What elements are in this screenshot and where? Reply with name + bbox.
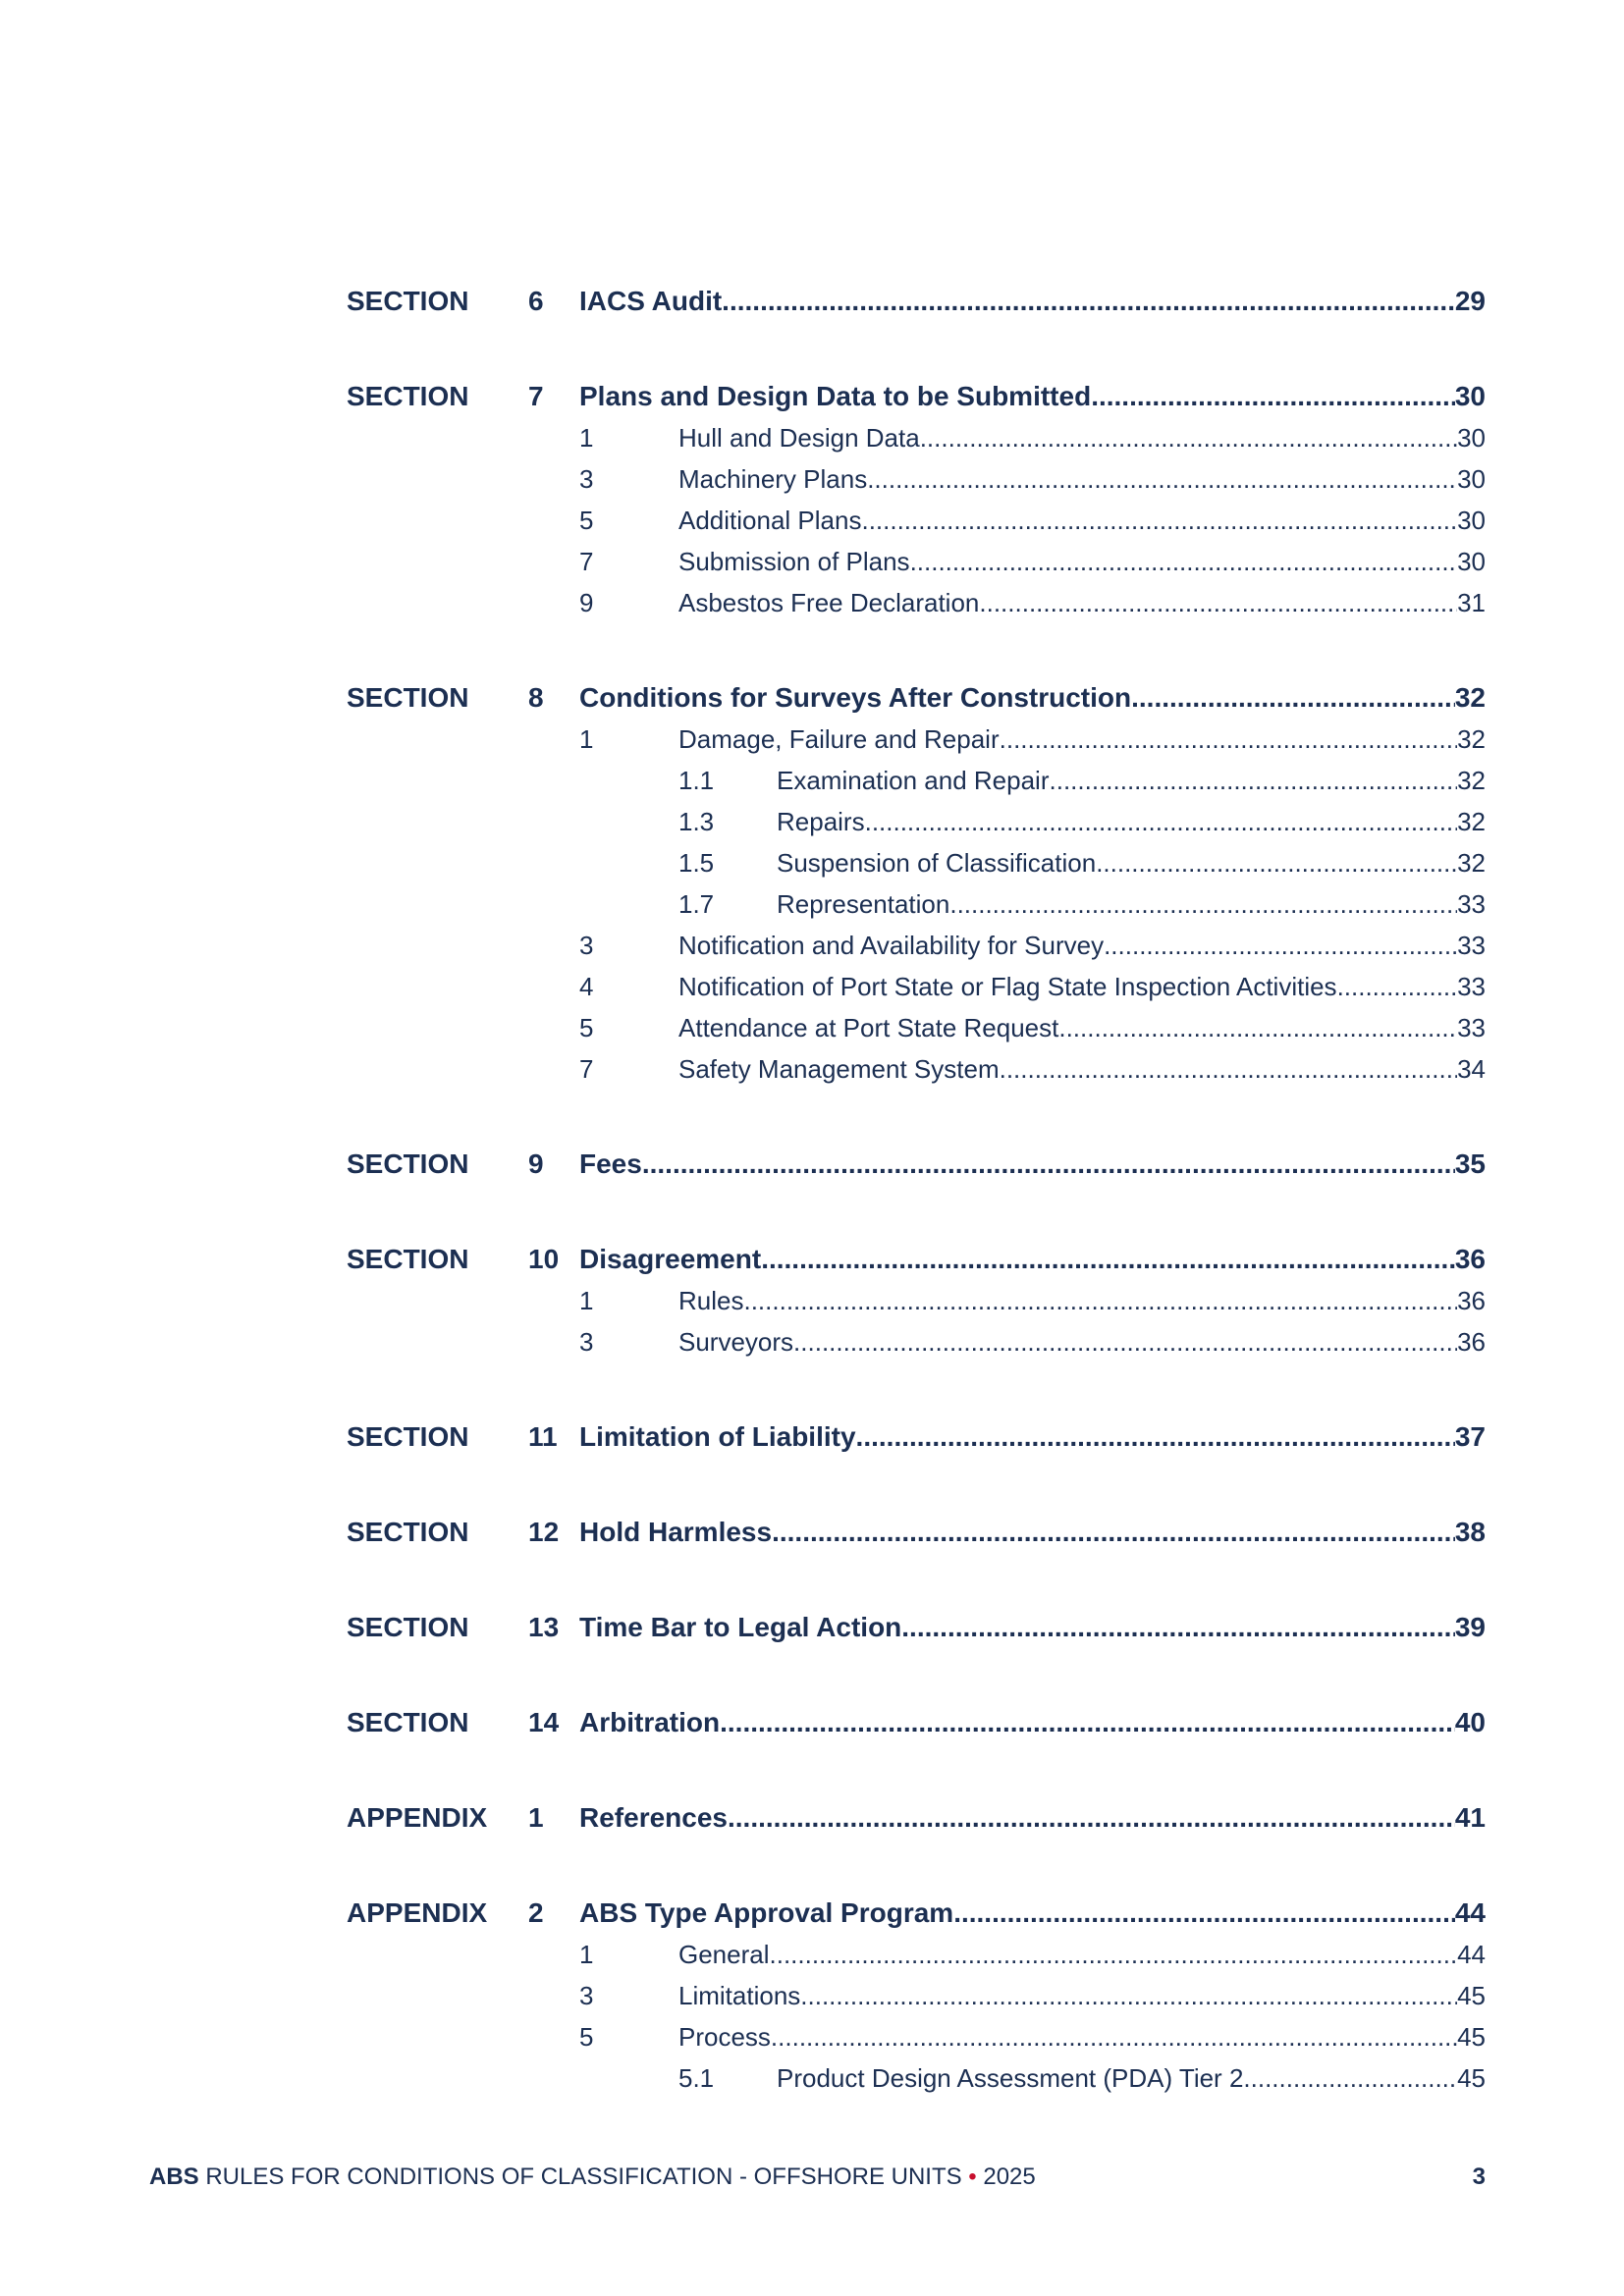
toc-kind: SECTION	[347, 1517, 469, 1547]
toc-entry-title: Damage, Failure and Repair	[678, 724, 1000, 754]
toc-entry-number: 3	[579, 464, 594, 494]
toc-leader-dots	[1337, 966, 1458, 1007]
toc-leader-dots	[1243, 2057, 1457, 2099]
toc-kind: APPENDIX	[347, 1802, 488, 1833]
toc-page-number: 41	[1454, 1802, 1486, 1833]
toc-entry[interactable]	[347, 842, 1486, 883]
toc-entry-number: 9	[579, 588, 594, 617]
toc-leader-dots	[901, 1607, 1455, 1648]
toc-entry[interactable]	[347, 1934, 1486, 1975]
toc-entry[interactable]	[347, 2057, 1486, 2099]
toc-section-heading[interactable]	[347, 677, 1486, 719]
toc-entry-title: Limitations	[678, 1981, 801, 2010]
footer-year: 2025	[976, 2163, 1036, 2190]
footer-bullet: •	[968, 2163, 977, 2190]
toc-section-title: Disagreement	[579, 1244, 762, 1274]
toc-entry[interactable]	[347, 760, 1486, 801]
toc-entry[interactable]	[347, 1280, 1486, 1321]
toc-entry[interactable]	[347, 1007, 1486, 1048]
toc-page-number: 31	[1457, 588, 1486, 617]
toc-entry[interactable]	[347, 417, 1486, 458]
toc-page-number: 30	[1457, 547, 1486, 576]
toc-entry-number: 4	[579, 972, 594, 1001]
toc-page-number: 45	[1457, 1981, 1486, 2010]
toc-group	[347, 1893, 1486, 2099]
toc-section-heading[interactable]	[347, 1512, 1486, 1553]
toc-entry-number: 5	[579, 506, 594, 535]
toc-leader-dots	[1000, 719, 1457, 760]
toc-entry-title: Asbestos Free Declaration	[678, 588, 980, 617]
toc-leader-dots	[867, 458, 1457, 500]
toc-entry-number: 1	[579, 724, 594, 754]
toc-section-number: 9	[528, 1148, 544, 1179]
toc-section-number: 13	[528, 1612, 560, 1642]
toc-leader-dots	[720, 1702, 1455, 1743]
toc-entry-number: 7	[579, 1054, 594, 1084]
toc-page-number: 32	[1454, 682, 1486, 713]
footer-title: RULES FOR CONDITIONS OF CLASSIFICATION - OFFSHORE UNITS	[198, 2163, 969, 2190]
toc-section-number: 10	[528, 1244, 560, 1274]
toc-entry-title: Product Design Assessment (PDA) Tier 2	[777, 2063, 1244, 2093]
toc-page-number: 37	[1454, 1421, 1486, 1452]
toc-entry-title: Safety Management System	[678, 1054, 1000, 1084]
toc-group	[347, 1416, 1486, 1458]
toc-leader-dots	[1091, 376, 1455, 417]
toc-page-number: 36	[1454, 1244, 1486, 1274]
toc-section-number: 1	[528, 1802, 544, 1833]
toc-leader-dots	[953, 1893, 1455, 1934]
toc-page-number: 36	[1457, 1327, 1486, 1357]
toc-leader-dots	[722, 281, 1455, 322]
toc-section-heading[interactable]	[347, 1702, 1486, 1743]
toc-entry-title: Notification and Availability for Survey	[678, 931, 1105, 960]
toc-leader-dots	[920, 417, 1457, 458]
toc-leader-dots	[979, 582, 1457, 623]
toc-entry-number: 1	[579, 1286, 594, 1315]
toc-section-heading[interactable]	[347, 1607, 1486, 1648]
toc-kind: SECTION	[347, 682, 469, 713]
toc-leader-dots	[800, 1975, 1457, 2016]
toc-entry-title: Hull and Design Data	[678, 423, 920, 453]
toc-page-number: 32	[1457, 724, 1486, 754]
toc-group	[347, 1239, 1486, 1362]
toc-leader-dots	[949, 883, 1457, 925]
toc-section-heading[interactable]	[347, 376, 1486, 417]
toc-entry-number: 1.7	[678, 889, 715, 919]
toc-group	[347, 1607, 1486, 1648]
toc-section-heading[interactable]	[347, 1797, 1486, 1839]
toc-entry[interactable]	[347, 1975, 1486, 2016]
toc-entry-title: Notification of Port State or Flag State Inspection Activities	[678, 972, 1337, 1001]
toc-section-heading[interactable]	[347, 281, 1486, 322]
toc-entry-number: 1	[579, 1940, 594, 1969]
toc-entry-title: Attendance at Port State Request	[678, 1013, 1059, 1042]
toc-page-number: 38	[1454, 1517, 1486, 1547]
toc-entry[interactable]	[347, 883, 1486, 925]
toc-entry[interactable]	[347, 582, 1486, 623]
toc-entry[interactable]	[347, 2016, 1486, 2057]
toc-leader-dots	[1104, 925, 1457, 966]
toc-kind: SECTION	[347, 286, 469, 316]
toc-group	[347, 1144, 1486, 1185]
toc-page-number: 33	[1457, 1013, 1486, 1042]
toc-page-number: 30	[1457, 423, 1486, 453]
toc-entry-title: Suspension of Classification	[777, 848, 1097, 878]
toc-section-number: 12	[528, 1517, 560, 1547]
toc-section-number: 14	[528, 1707, 560, 1737]
toc-entry-title: General	[678, 1940, 770, 1969]
toc-section-title: References	[579, 1802, 728, 1833]
toc-leader-dots	[861, 500, 1457, 541]
toc-section-number: 7	[528, 381, 544, 411]
toc-entry[interactable]	[347, 1321, 1486, 1362]
toc-page-number: 35	[1454, 1148, 1486, 1179]
toc-entry[interactable]	[347, 1048, 1486, 1090]
toc-page-number: 45	[1457, 2022, 1486, 2052]
toc-page-number: 33	[1457, 931, 1486, 960]
toc-leader-dots	[1131, 677, 1455, 719]
toc-leader-dots	[1096, 842, 1457, 883]
toc-page-number: 30	[1454, 381, 1486, 411]
toc-section-title: IACS Audit	[579, 286, 723, 316]
toc-kind: SECTION	[347, 1612, 469, 1642]
toc-page-number: 33	[1457, 972, 1486, 1001]
toc-entry-title: Process	[678, 2022, 771, 2052]
toc-entry-title: Examination and Repair	[777, 766, 1050, 795]
toc-leader-dots	[1058, 1007, 1457, 1048]
toc-page-number: 39	[1454, 1612, 1486, 1642]
toc-page-number: 32	[1457, 848, 1486, 878]
toc-page-number: 34	[1457, 1054, 1486, 1084]
toc-section-title: ABS Type Approval Program	[579, 1897, 954, 1928]
toc-page-number: 36	[1457, 1286, 1486, 1315]
toc-group	[347, 1512, 1486, 1553]
toc-entry[interactable]	[347, 966, 1486, 1007]
toc-entry-number: 5	[579, 1013, 594, 1042]
toc-entry-number: 3	[579, 931, 594, 960]
toc-entry-title: Surveyors	[678, 1327, 794, 1357]
toc-page-number: 33	[1457, 889, 1486, 919]
toc-page-number: 32	[1457, 766, 1486, 795]
toc-leader-dots	[865, 801, 1457, 842]
toc-page-number: 45	[1457, 2063, 1486, 2093]
toc-kind: SECTION	[347, 1421, 469, 1452]
table-of-contents	[347, 281, 1486, 2099]
toc-page-number: 30	[1457, 464, 1486, 494]
toc-leader-dots	[1000, 1048, 1457, 1090]
toc-entry[interactable]	[347, 719, 1486, 760]
toc-entry-number: 1.5	[678, 848, 715, 878]
toc-kind: APPENDIX	[347, 1897, 488, 1928]
toc-page-number: 44	[1457, 1940, 1486, 1969]
toc-section-heading[interactable]	[347, 1893, 1486, 1934]
page-number: 3	[1472, 2163, 1486, 2190]
toc-section-heading[interactable]	[347, 1239, 1486, 1280]
toc-leader-dots	[910, 541, 1458, 582]
toc-kind: SECTION	[347, 381, 469, 411]
toc-entry-title: Machinery Plans	[678, 464, 868, 494]
toc-section-title: Conditions for Surveys After Construction	[579, 682, 1132, 713]
toc-entry-number: 1.3	[678, 807, 715, 836]
toc-entry[interactable]	[347, 925, 1486, 966]
toc-section-title: Plans and Design Data to be Submitted	[579, 381, 1092, 411]
toc-leader-dots	[771, 2016, 1457, 2057]
toc-entry-number: 1	[579, 423, 594, 453]
toc-page-number: 40	[1454, 1707, 1486, 1737]
toc-entry-number: 1.1	[678, 766, 715, 795]
toc-group	[347, 677, 1486, 1090]
toc-group	[347, 1797, 1486, 1839]
toc-entry-number: 5.1	[678, 2063, 715, 2093]
toc-entry[interactable]	[347, 458, 1486, 500]
toc-entry-title: Submission of Plans	[678, 547, 910, 576]
toc-section-number: 2	[528, 1897, 544, 1928]
footer-brand: ABS	[149, 2163, 199, 2190]
toc-entry-number: 7	[579, 547, 594, 576]
toc-leader-dots	[743, 1280, 1457, 1321]
toc-kind: SECTION	[347, 1244, 469, 1274]
toc-entry-number: 3	[579, 1327, 594, 1357]
toc-leader-dots	[728, 1797, 1455, 1839]
toc-leader-dots	[793, 1321, 1457, 1362]
toc-kind: SECTION	[347, 1148, 469, 1179]
toc-leader-dots	[770, 1934, 1458, 1975]
toc-leader-dots	[856, 1416, 1455, 1458]
toc-entry[interactable]	[347, 500, 1486, 541]
toc-section-title: Hold Harmless	[579, 1517, 773, 1547]
toc-section-number: 6	[528, 286, 544, 316]
toc-entry[interactable]	[347, 541, 1486, 582]
toc-page-number: 32	[1457, 807, 1486, 836]
toc-kind: SECTION	[347, 1707, 469, 1737]
toc-group	[347, 281, 1486, 322]
toc-section-number: 11	[528, 1421, 558, 1452]
toc-group	[347, 1702, 1486, 1743]
toc-page-number: 30	[1457, 506, 1486, 535]
toc-entry-title: Representation	[777, 889, 950, 919]
toc-leader-dots	[1050, 760, 1458, 801]
toc-leader-dots	[761, 1239, 1455, 1280]
toc-section-number: 8	[528, 682, 544, 713]
footer-publication	[149, 2160, 1036, 2195]
toc-section-heading[interactable]	[347, 1144, 1486, 1185]
page-footer	[149, 2160, 1486, 2195]
toc-page-number: 44	[1454, 1897, 1486, 1928]
toc-entry-title: Additional Plans	[678, 506, 862, 535]
toc-section-title: Fees	[579, 1148, 642, 1179]
toc-entry-title: Rules	[678, 1286, 744, 1315]
toc-group	[347, 376, 1486, 623]
toc-section-title: Arbitration	[579, 1707, 721, 1737]
toc-page-number: 29	[1454, 286, 1486, 316]
toc-section-title: Time Bar to Legal Action	[579, 1612, 902, 1642]
toc-entry[interactable]	[347, 801, 1486, 842]
toc-leader-dots	[642, 1144, 1455, 1185]
toc-section-title: Limitation of Liability	[579, 1421, 856, 1452]
toc-entry-number: 5	[579, 2022, 594, 2052]
toc-entry-number: 3	[579, 1981, 594, 2010]
toc-section-heading[interactable]	[347, 1416, 1486, 1458]
toc-entry-title: Repairs	[777, 807, 865, 836]
toc-leader-dots	[772, 1512, 1455, 1553]
